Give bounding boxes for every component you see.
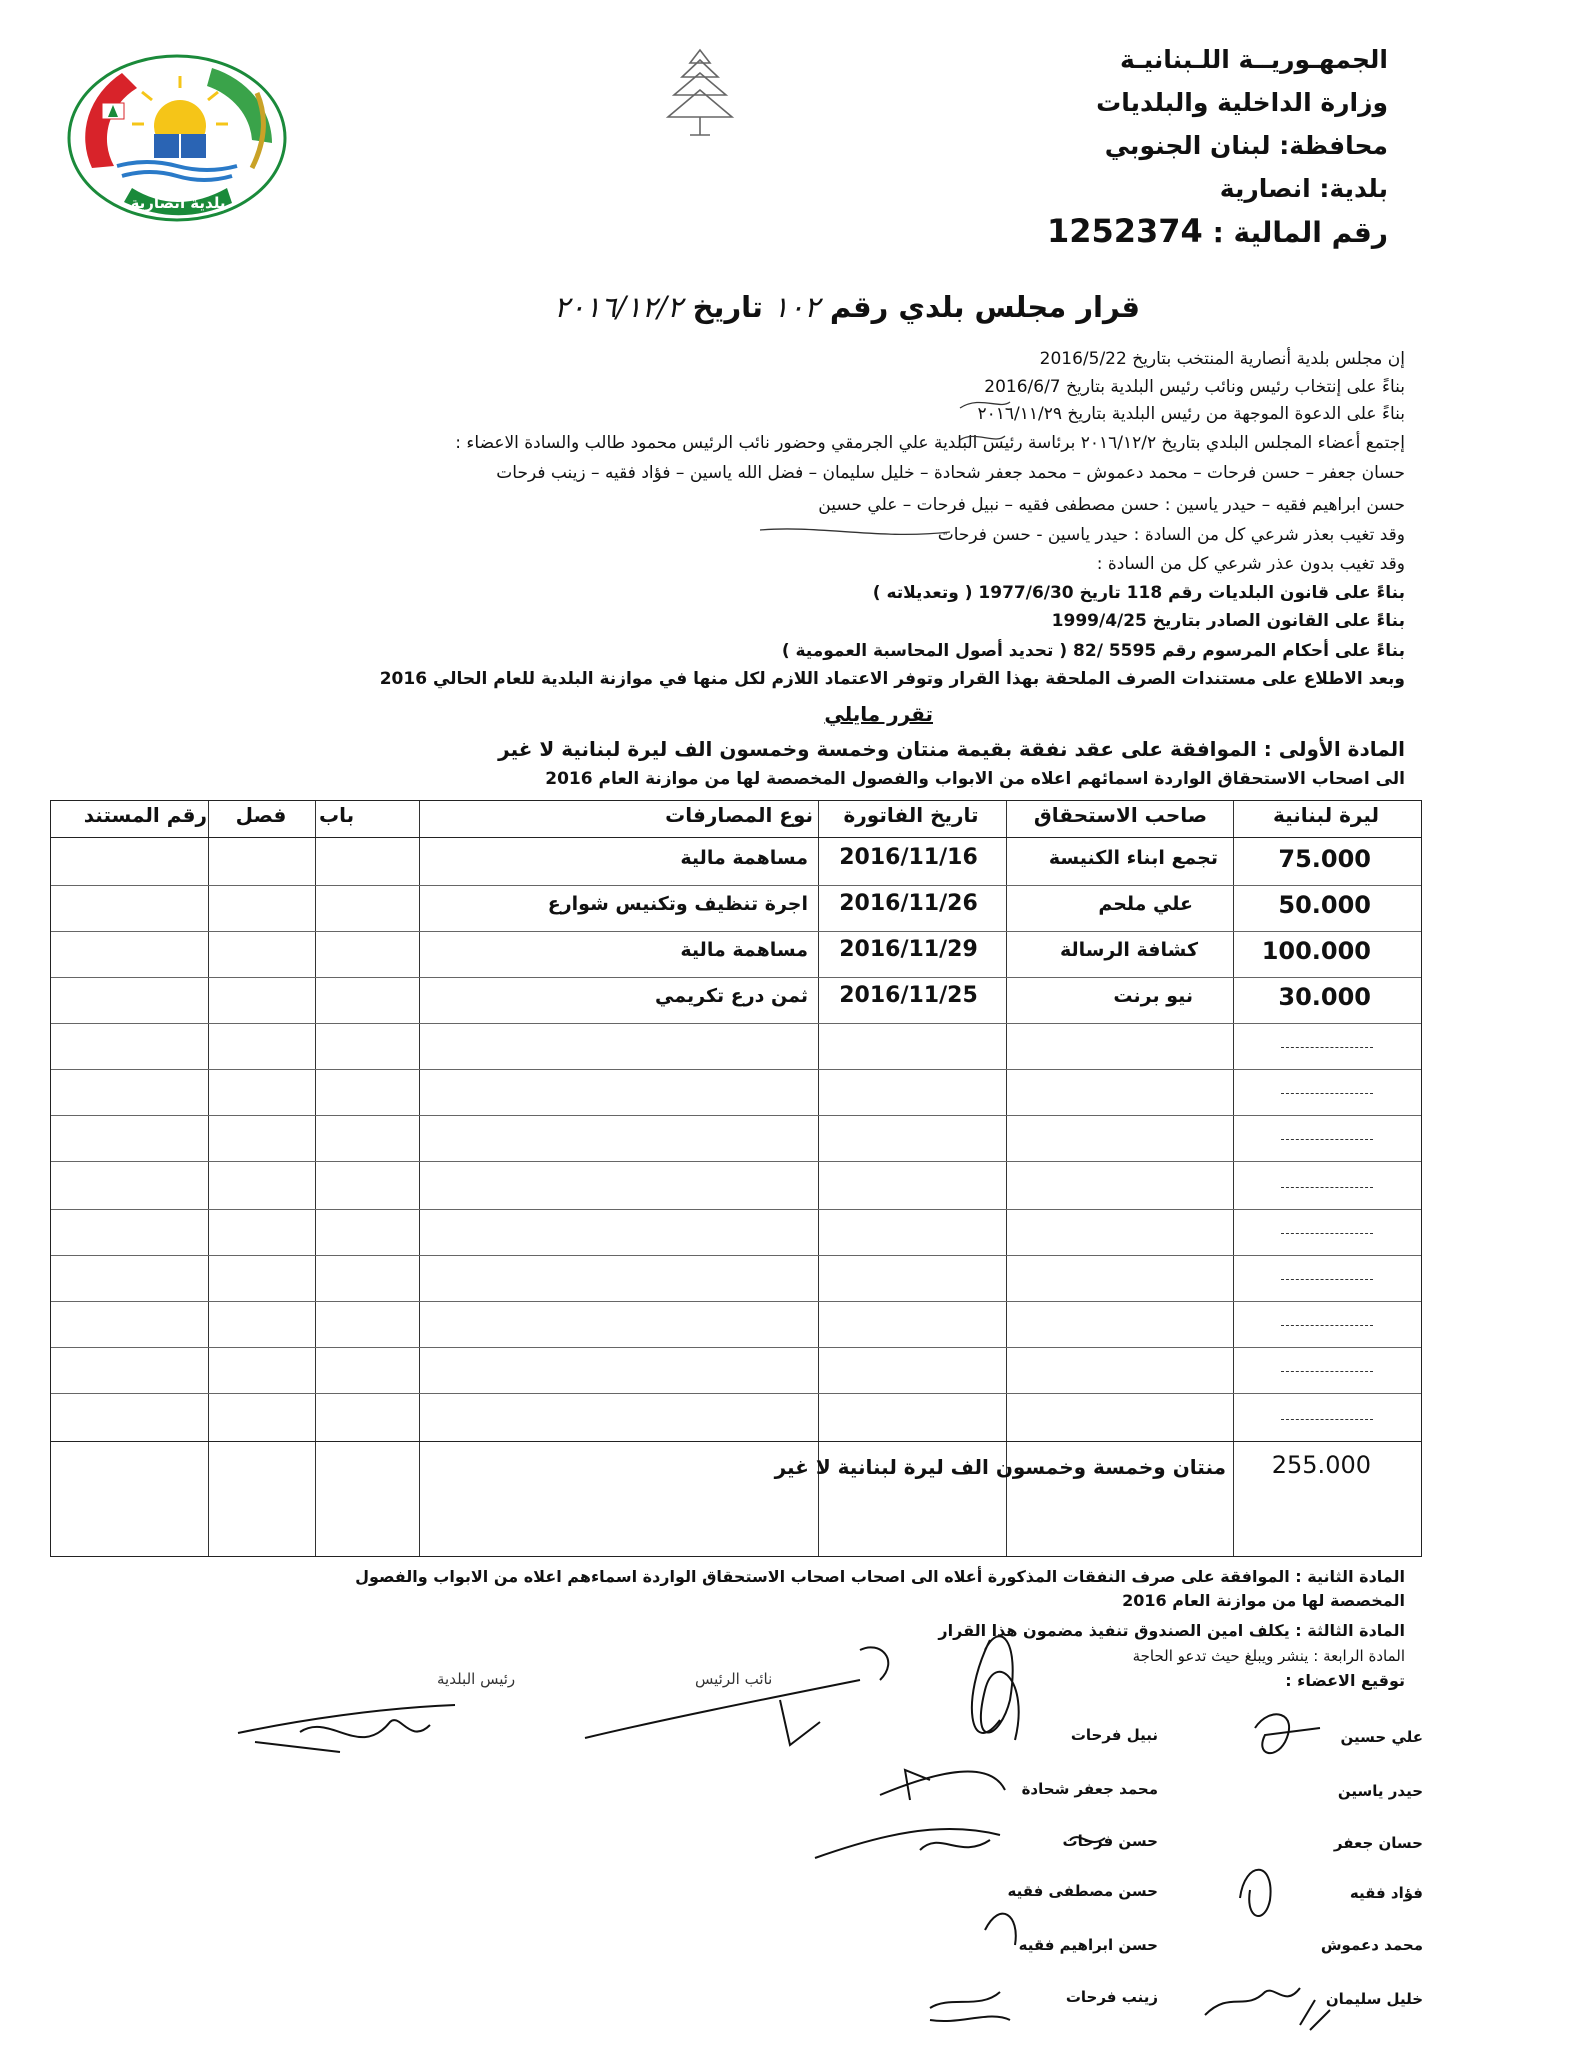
members-signature-label: توقيع الاعضاء : [1285, 1671, 1405, 1690]
total-in-words: منتان وخمسة وخمسون الف ليرة لبنانية لا غير [774, 1455, 1226, 1479]
republic-name: الجمهـوريــة اللـبنانيـة [1120, 45, 1388, 74]
row-beneficiary: تجمع ابناء الكنيسة [1048, 847, 1218, 869]
absent-excused-line: وقد تغيب بعذر شرعي كل من السادة : حيدر ياسين - حسن فرحات [937, 525, 1405, 545]
header-document-number: رقم المستند [83, 803, 207, 827]
row-amount: 75.000 [1278, 845, 1371, 873]
financial-number-label: رقم المالية : [1212, 216, 1388, 249]
preamble-line: إن مجلس بلدية أنصارية المنتخب بتاريخ 2016/5/22 [1039, 349, 1405, 369]
decision-number: ١٠٢ [773, 290, 820, 324]
row-expense-type: ثمن درع تكريمي [655, 985, 808, 1007]
governorate-name: محافظة: لبنان الجنوبي [1104, 131, 1388, 160]
header-chapter: باب [319, 803, 355, 827]
row-invoice-date: 2016/11/25 [839, 983, 978, 1008]
signatory-name: فؤاد فقيه [1349, 1884, 1423, 1902]
signatory-name: حيدر ياسين [1337, 1782, 1423, 1800]
signatory-name: نبيل فرحات [1070, 1726, 1158, 1744]
row-invoice-date: 2016/11/26 [839, 891, 978, 916]
absent-unexcused-line: وقد تغيب بدون عذر شرعي كل من السادة : [1096, 554, 1405, 574]
preamble-line: بناءً على الدعوة الموجهة من رئيس البلدية بتاريخ ٢٠١٦/١١/٢٩ [977, 404, 1405, 424]
ministry-name: وزارة الداخلية والبلديات [1096, 88, 1388, 117]
row-amount: 50.000 [1278, 891, 1371, 919]
signatory-name: حسان جعفر [1333, 1834, 1423, 1852]
header-expense-type: نوع المصارفات [665, 803, 813, 827]
financial-number: 1252374 [1046, 212, 1203, 250]
header-beneficiary: صاحب الاستحقاق [1033, 803, 1208, 827]
municipality-name: بلدية: انصارية [1219, 174, 1388, 203]
row-amount: 100.000 [1261, 937, 1371, 965]
article-1: المادة الأولى : الموافقة على عقد نفقة بقيمة منتان وخمسة وخمسون الف ليرة لبنانية لا غير [498, 737, 1405, 761]
signatory-name: حسن فرحات [1062, 1832, 1158, 1850]
article-2: المادة الثانية : الموافقة على صرف النفقات المذكورة أعلاه الى اصحاب اصحاب الاستحقاق الواردة اسماءهم اعلاه من الابواب والفصول [355, 1567, 1405, 1586]
row-expense-type: مساهمة مالية [680, 939, 808, 961]
members-present-line: حسن ابراهيم فقيه – حيدر ياسين : حسن مصطفى فقيه – نبيل فرحات – علي حسين [818, 495, 1405, 515]
article-3: المادة الثالثة : يكلف امين الصندوق تنفيذ مضمون هذا القرار [938, 1621, 1405, 1640]
header-section: فصل [235, 803, 287, 827]
preamble-line: بناءً على إنتخاب رئيس ونائب رئيس البلدية بتاريخ 2016/6/7 [984, 377, 1405, 397]
signatory-name: محمد دعموش [1320, 1936, 1423, 1954]
header-invoice-date: تاريخ الفاتورة [843, 803, 979, 827]
decision-date: ٢٠١٦/١٢/٢ [553, 290, 683, 324]
row-invoice-date: 2016/11/29 [839, 937, 978, 962]
signatory-name: علي حسين [1340, 1728, 1423, 1746]
row-amount: 30.000 [1278, 983, 1371, 1011]
members-present-line: حسان جعفر – حسن فرحات – محمد دعموش – محمد جعفر شحادة – خليل سليمان – فضل الله ياسين – فؤاد فقيه – زينب فرحات [496, 463, 1405, 483]
article-2-continued: المخصصة لها من موازنة العام 2016 [1122, 1591, 1405, 1610]
article-4: المادة الرابعة : ينشر ويبلغ حيث تدعو الحاجة [1132, 1647, 1405, 1665]
signatory-name: محمد جعفر شحادة [1021, 1780, 1158, 1798]
row-expense-type: اجرة تنظيف وتكنيس شوارع [547, 893, 808, 915]
signatory-name: زينب فرحات [1065, 1988, 1158, 2006]
row-invoice-date: 2016/11/16 [839, 845, 978, 870]
logo-text: بلدية أنصارية [130, 194, 226, 212]
row-beneficiary: علي ملحم [1098, 893, 1193, 915]
preamble-line: بناءً على أحكام المرسوم رقم 5595 /82 ( تحديد أصول المحاسبة العمومية ) [781, 641, 1405, 661]
deputy-mayor-label: نائب الرئيس [695, 1670, 773, 1688]
decision-heading: تقرر مايلي [824, 702, 933, 726]
signatory-name: خليل سليمان [1325, 1990, 1423, 2008]
row-beneficiary: كشافة الرسالة [1059, 939, 1198, 961]
total-amount: 255.000 [1271, 1451, 1371, 1479]
article-1-continued: الى اصحاب الاستحقاق الواردة اسمائهم اعلاه من الابواب والفصول المخصصة لها من موازنة العام 2016 [545, 769, 1405, 789]
preamble-line: وبعد الاطلاع على مستندات الصرف الملحقة بهذا القرار وتوفر الاعتماد اللازم لكل منها في موازنة البلدية للعام الحالي 2016 [379, 669, 1405, 689]
decision-date-label: تاريخ [692, 290, 763, 324]
signatory-name: حسن مصطفى فقيه [1007, 1882, 1158, 1900]
signatory-name: حسن ابراهيم فقيه [1018, 1936, 1158, 1954]
mayor-label: رئيس البلدية [437, 1670, 516, 1688]
header-amount: ليرة لبنانية [1272, 803, 1380, 827]
preamble-line: بناءً على القانون الصادر بتاريخ 1999/4/25 [1051, 611, 1405, 631]
preamble-line: إجتمع أعضاء المجلس البلدي بتاريخ ٢٠١٦/١٢/٢ برئاسة رئيس البلدية علي الجرمقي وحضور نائب الرئيس محمود طالب والسادة الاعضاء : [455, 433, 1405, 453]
decision-title-prefix: قرار مجلس بلدي رقم [829, 290, 1140, 324]
row-expense-type: مساهمة مالية [680, 847, 808, 869]
preamble-line: بناءً على قانون البلديات رقم 118 تاريخ 1977/6/30 ( وتعديلاته ) [872, 583, 1405, 603]
row-beneficiary: نيو برنت [1113, 985, 1193, 1007]
